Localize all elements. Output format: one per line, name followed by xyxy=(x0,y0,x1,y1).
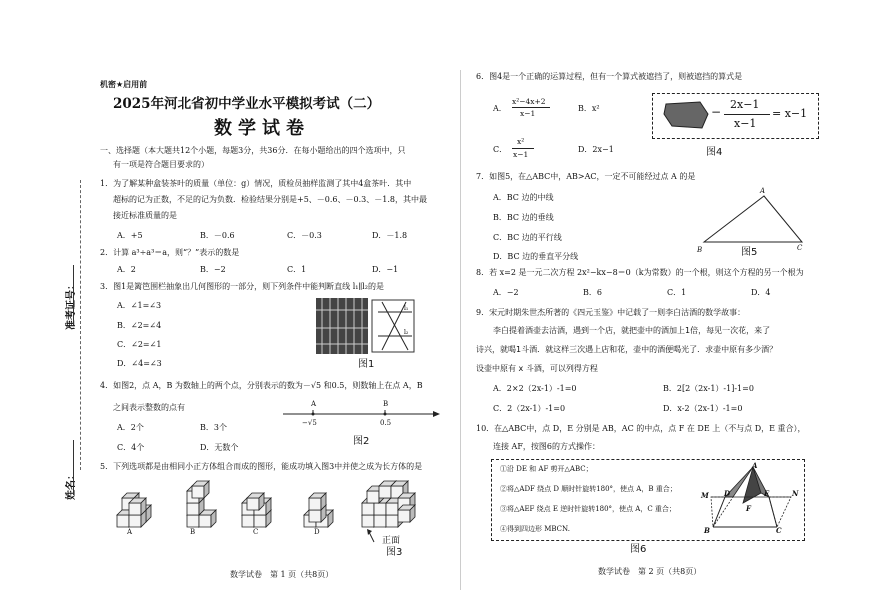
q8-option-b: B．6 xyxy=(583,288,602,297)
q3-line1: 3．图1是篱笆围栏抽象出几何图形的一部分，则下列条件中能判断直线 l₁∥l₂的是 xyxy=(100,282,384,291)
figure-1 xyxy=(316,298,416,354)
fig4-denominator: x−1 xyxy=(734,117,757,130)
q9-line1: 9．宋元时期朱世杰所著的《四元玉鉴》中记载了一则李白沽酒的数学故事： xyxy=(476,308,746,317)
figure-4-caption: 图4 xyxy=(706,147,723,158)
q10-line1: 10．在△ABC中，点 D，E 分别是 AB，AC 的中点，点 F 在 DE 上（不与点 D，E 重合）， xyxy=(476,424,806,433)
figure-3-caption: 图3 xyxy=(386,547,403,558)
q4-option-d: D．无数个 xyxy=(200,443,239,452)
fig4-numerator: 2x−1 xyxy=(730,98,760,111)
q5-line1: 5．下列选项都是由相同小正方体组合而成的图形，能成功填入图3中并使之成为长方体的是 xyxy=(100,462,423,471)
exam-number-line xyxy=(73,265,74,325)
front-arrow xyxy=(369,532,374,542)
fence-illustration xyxy=(316,298,416,354)
point-a-label: A xyxy=(311,400,317,408)
section1-line1: 一、选择题（本大题共12个小题，每题3分，共36分．在每小题给出的四个选项中，只 xyxy=(100,146,406,155)
cube-option-c xyxy=(242,493,271,527)
figure-1-caption: 图1 xyxy=(358,359,375,370)
q5-label-c: C xyxy=(253,528,259,536)
fig6-point-f: F xyxy=(746,504,751,513)
q10-step1: ①沿 DE 和 AF 剪开△ABC； xyxy=(500,465,593,473)
figure-5-caption: 图5 xyxy=(741,247,758,258)
figure-5-triangle xyxy=(698,190,818,250)
figure-3-shape xyxy=(362,481,415,527)
binding-line xyxy=(80,180,81,470)
cube-option-d xyxy=(304,493,333,527)
q7-option-c: C．BC 边的平行线 xyxy=(493,233,562,242)
q6-option-a-num: x²−4x+2 xyxy=(512,97,546,106)
exam-title: 2025年河北省初中学业水平模拟考试（二） xyxy=(113,96,381,112)
q5-label-b: B xyxy=(190,528,196,536)
q6-line1: 6．图4是一个正确的运算过程，但有一个算式被遮挡了，则被遮挡的算式是 xyxy=(476,72,743,81)
q1-line3: 接近标准质量的是 xyxy=(113,211,177,220)
q1-option-a: A．+5 xyxy=(117,231,143,240)
name-label: 姓名： xyxy=(66,470,77,500)
q4-option-a: A．2个 xyxy=(117,423,144,432)
secret-label: 机密★启用前 xyxy=(100,80,148,89)
svg-text:l₁: l₁ xyxy=(404,305,409,312)
q5-label-a: A xyxy=(127,528,133,536)
svg-text:l₂: l₂ xyxy=(404,329,409,336)
cube-option-a xyxy=(117,493,151,527)
point-a-value: −√5 xyxy=(302,419,317,427)
q5-label-d: D xyxy=(314,528,320,536)
point-b-label: B xyxy=(383,400,389,408)
q7-line1: 7．如图5，在△ABC中，AB>AC，一定不可能经过点 A 的是 xyxy=(476,172,696,181)
q8-option-d: D．4 xyxy=(751,288,771,297)
fig5-point-a: A xyxy=(760,187,766,195)
q6-option-a-den: x−1 xyxy=(520,109,536,118)
q6-option-b: B．x² xyxy=(578,104,600,113)
fig4-rhs: = x−1 xyxy=(772,107,808,120)
q8-option-c: C．1 xyxy=(667,288,687,297)
q10-line2: 连接 AF，按图6的方式操作： xyxy=(493,442,600,451)
fig6-point-m: M xyxy=(701,491,709,500)
q2-option-b: B．−2 xyxy=(200,265,226,274)
fig6-point-d: D xyxy=(724,489,731,498)
fig6-point-e: E xyxy=(764,489,770,498)
fig6-point-b: B xyxy=(704,526,710,535)
q9-story-line2: 诗兴，就喝1斗酒．就这样三次遇上店和花，壶中的酒便喝光了．求壶中原有多少酒？ xyxy=(476,345,778,354)
q7-option-b: B．BC 边的垂线 xyxy=(493,213,554,222)
q3-option-d: D．∠4=∠3 xyxy=(117,359,162,368)
q6-option-d: D．2x−1 xyxy=(578,145,614,154)
q1-line2: 超标的记为正数，不足的记为负数．检验结果分别是+5、－0.6、－0.3、－1.8，其中最 xyxy=(113,195,427,204)
q9-option-a: A．2×2（2x-1）-1=0 xyxy=(493,384,577,393)
name-line xyxy=(73,440,74,495)
q9-option-c: C．2（2x-1）-1=0 xyxy=(493,404,566,413)
footer-right: 数学试卷 第 2 页（共8页） xyxy=(598,567,702,576)
fig4-fraction-bar xyxy=(724,114,770,115)
q4-line1: 4．如图2，点 A，B 为数轴上的两个点，分别表示的数为－√5 和0.5，则数轴上在点 A，B xyxy=(100,381,423,390)
fig6-point-n: N xyxy=(792,489,799,498)
q6-option-c-num: x² xyxy=(517,137,525,146)
q10-step2: ②将△ADF 绕点 D 顺时针旋转180°，使点 A，B 重合； xyxy=(500,485,677,493)
q2-option-a: A．2 xyxy=(117,265,136,274)
q3-option-c: C．∠2=∠1 xyxy=(117,340,162,349)
point-b-value: 0.5 xyxy=(380,419,392,427)
q10-step3: ③将△AEF 绕点 E 逆时针旋转180°，使点 A，C 重合； xyxy=(500,505,676,513)
exam-number-label: 准考证号： xyxy=(66,280,77,330)
q9-story-line1: 李白提着酒壶去沽酒，遇到一个店，就把壶中的酒加上1倍，每见一次花，来了 xyxy=(493,326,771,335)
q6-option-c-label: C． xyxy=(493,145,508,154)
q4-option-b: B．3个 xyxy=(200,423,227,432)
q1-option-b: B．－0.6 xyxy=(200,231,235,240)
cube-option-b xyxy=(187,481,216,527)
fig4-minus: − xyxy=(711,105,722,119)
q6-option-c-den: x−1 xyxy=(513,150,529,159)
q3-option-b: B．∠2=∠4 xyxy=(117,321,162,330)
q6-option-c-bar xyxy=(512,148,534,149)
fig5-point-c: C xyxy=(797,244,803,252)
subject-title: 数学试卷 xyxy=(214,118,310,139)
q4-option-c: C．4个 xyxy=(117,443,145,452)
q9-option-d: D．x-2（2x-1）-1=0 xyxy=(663,404,743,413)
q2-line1: 2．计算 a³÷a³＝a，则“？”表示的数是 xyxy=(100,248,240,257)
q6-option-a-bar xyxy=(512,107,550,108)
fig6-point-a: A xyxy=(752,461,758,470)
figure-2-caption: 图2 xyxy=(353,436,370,447)
q8-option-a: A．−2 xyxy=(493,288,519,297)
hidden-expression-blot xyxy=(662,100,712,130)
q7-option-d: D．BC 边的垂直平分线 xyxy=(493,252,579,261)
q8-line1: 8．若 x=2 是一元二次方程 2x²−kx−8＝0（k为常数）的一个根，则这个方程的另一个根为 xyxy=(476,268,804,277)
section1-line2: 有一项是符合题目要求的） xyxy=(113,160,209,169)
front-label: 正面 xyxy=(382,536,401,546)
q4-line2: 之间表示整数的点有 xyxy=(113,403,185,412)
fig5-point-b: B xyxy=(697,246,703,254)
q9-option-b: B．2[2（2x-1）-1]-1=0 xyxy=(663,384,754,393)
q10-step4: ④得到四边形 MBCN. xyxy=(500,525,570,533)
q7-option-a: A．BC 边的中线 xyxy=(493,193,554,202)
q1-option-d: D．－1.8 xyxy=(372,231,408,240)
q1-option-c: C．－0.3 xyxy=(287,231,322,240)
q2-option-d: D．−1 xyxy=(372,265,399,274)
q6-option-a-label: A． xyxy=(493,104,507,113)
q9-setup: 设壶中原有 x 斗酒，可以列得方程 xyxy=(476,364,598,373)
q2-option-c: C．1 xyxy=(287,265,307,274)
q1-line1: 1．为了解某种盒装茶叶的质量（单位：g）情况，质检员抽样监测了其中4盒茶叶．其中 xyxy=(100,179,412,188)
footer-left: 数学试卷 第 1 页（共8页） xyxy=(230,570,334,579)
page-divider xyxy=(460,70,461,590)
figure-6-caption: 图6 xyxy=(630,544,647,555)
fig6-point-c: C xyxy=(776,526,782,535)
figure-6-diagram xyxy=(703,461,799,537)
q3-option-a: A．∠1=∠3 xyxy=(117,301,162,310)
